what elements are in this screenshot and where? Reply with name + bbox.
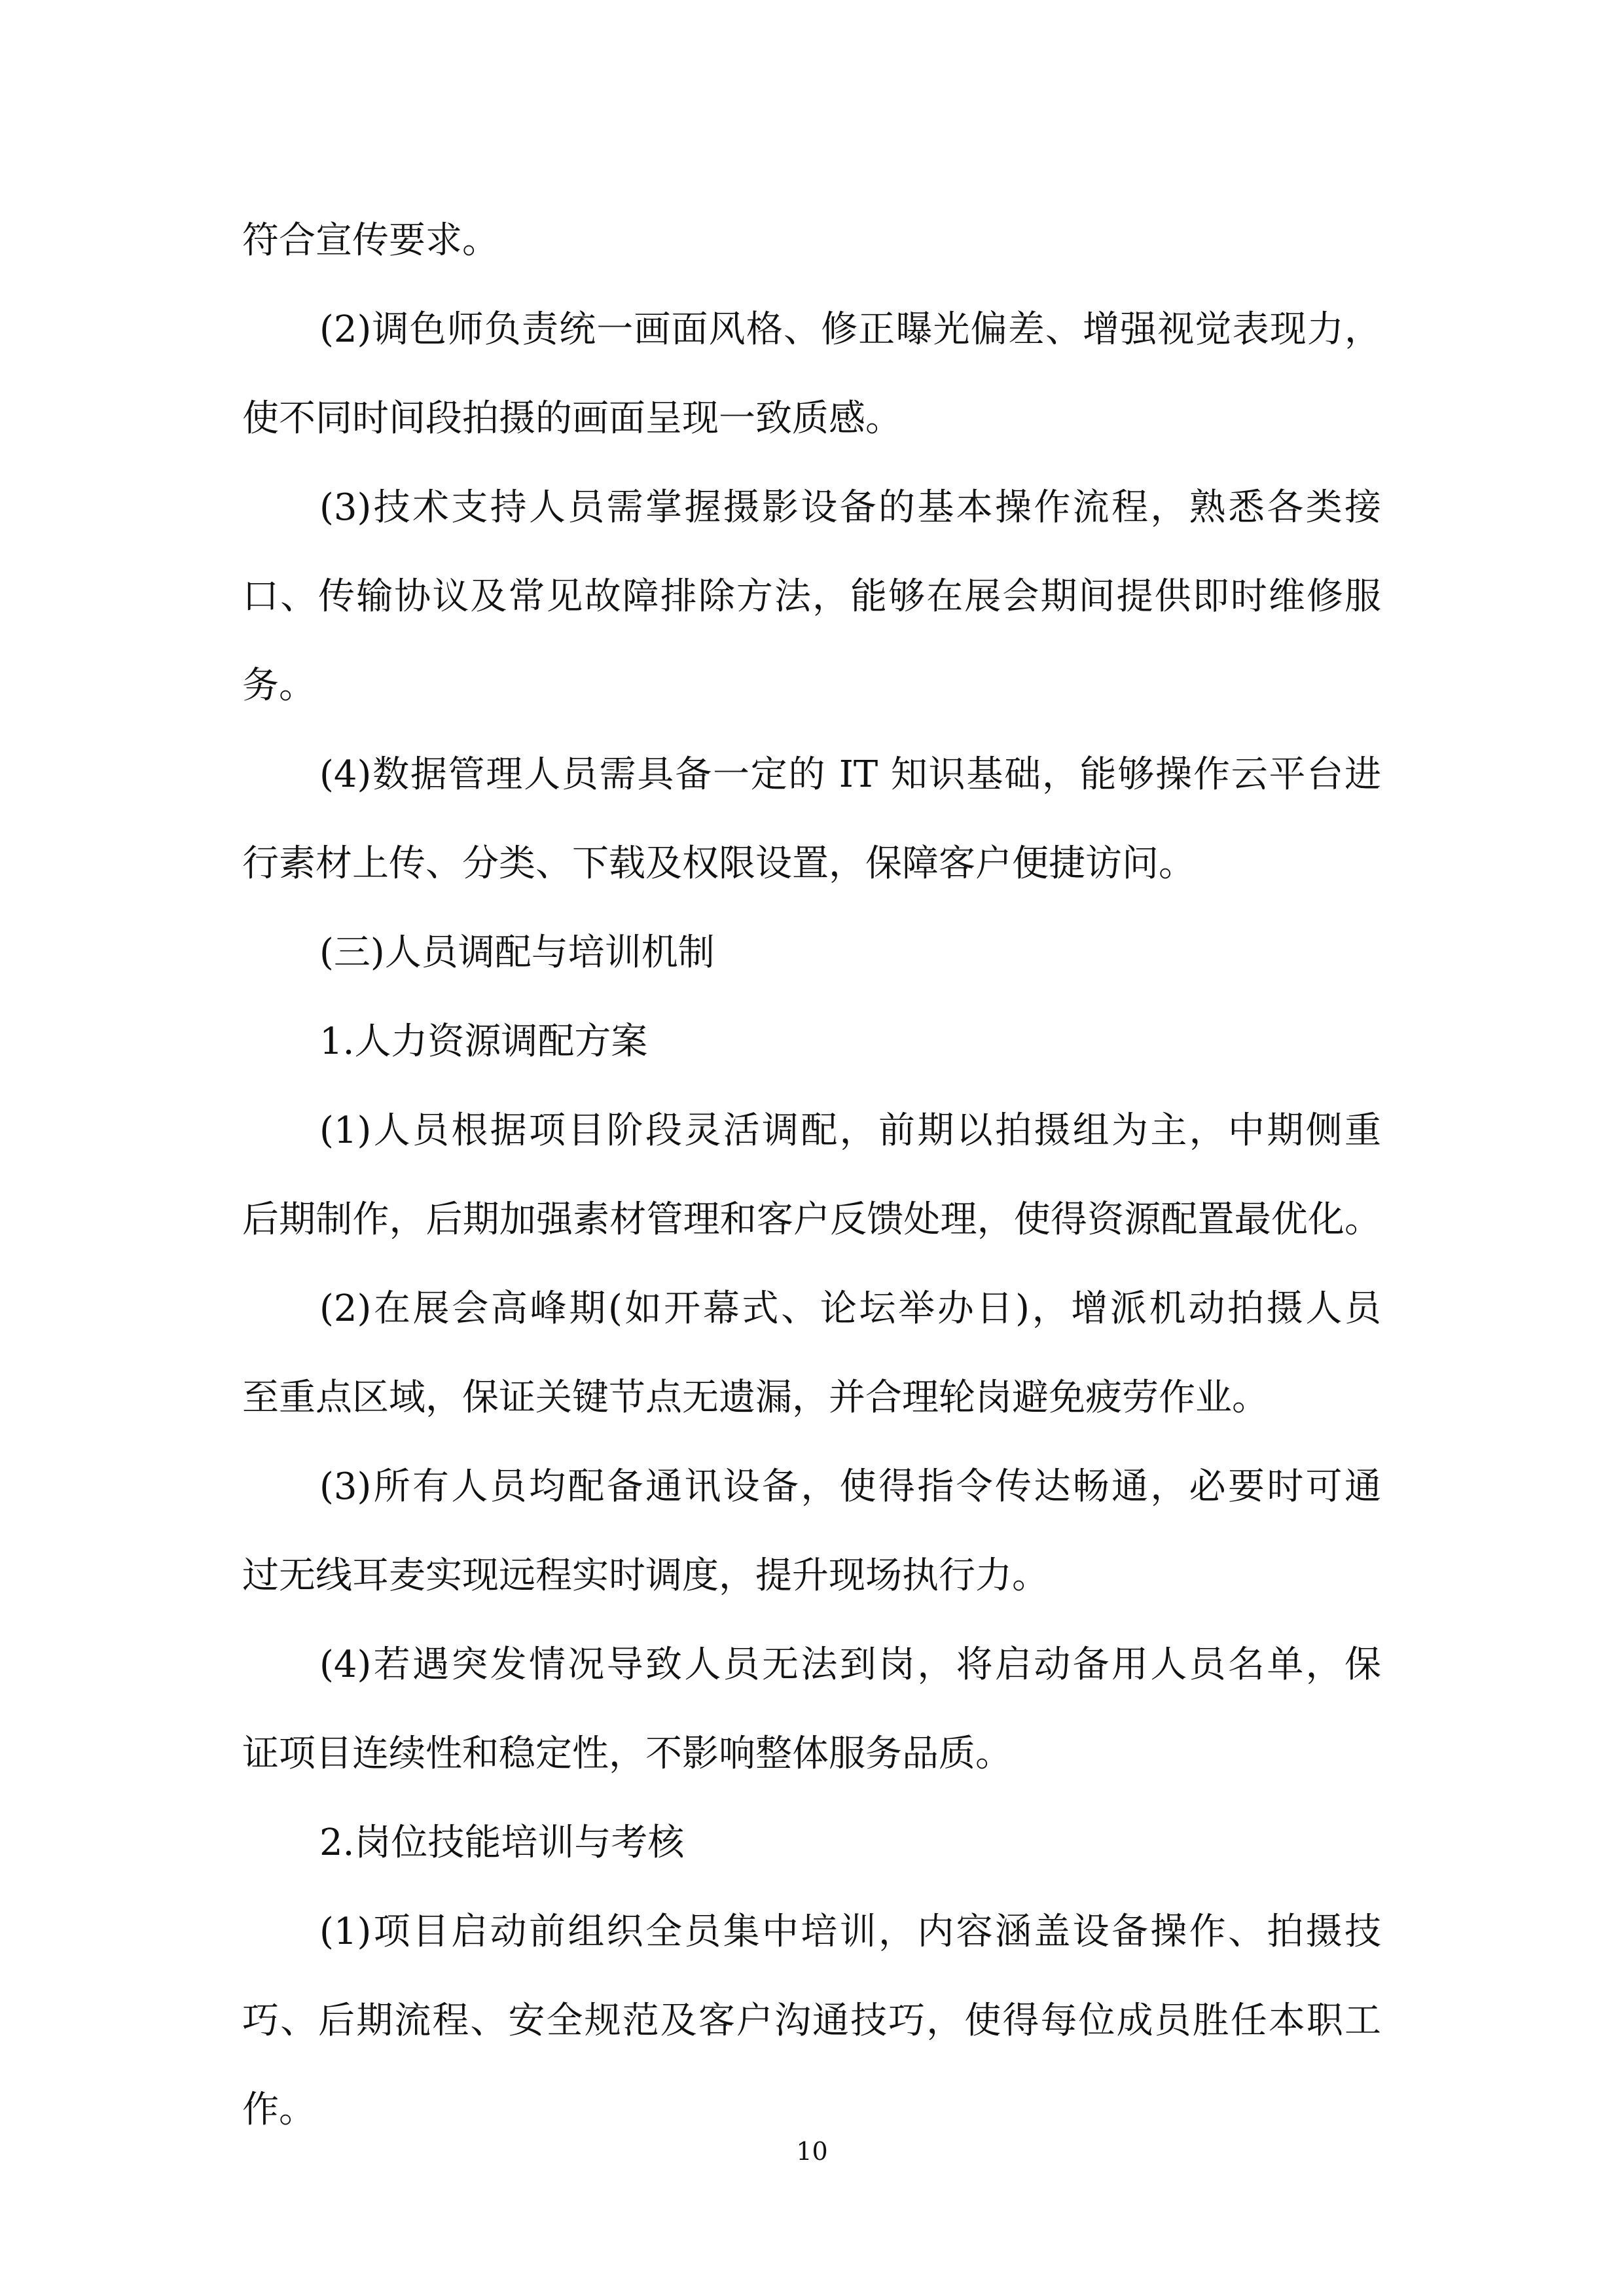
- text-line: 证项目连续性和稳定性，不影响整体服务品质。: [242, 1732, 1012, 1775]
- text-line: 作。: [242, 2089, 316, 2131]
- subsection-heading: 2.岗位技能培训与考核: [319, 1821, 685, 1864]
- text-line: 至重点区域，保证关键节点无遗漏，并合理轮岗避免疲劳作业。: [242, 1376, 1269, 1419]
- text-line: 巧、后期流程、安全规范及客户沟通技巧，使得每位成员胜任本职工: [242, 2000, 1381, 2042]
- text-line: 务。: [242, 664, 316, 707]
- text-line: (2)调色师负责统一画面风格、修正曝光偏差、增强视觉表现力，: [319, 308, 1381, 351]
- text-line: 行素材上传、分类、下载及权限设置，保障客户便捷访问。: [242, 842, 1195, 885]
- body-text: [242, 196, 1381, 2155]
- text-line: (3)所有人员均配备通讯设备，使得指令传达畅通，必要时可通: [319, 1465, 1381, 1508]
- subsection-heading: 1.人力资源调配方案: [319, 1020, 648, 1063]
- text-line: 符合宣传要求。: [242, 219, 499, 262]
- section-heading: (三)人员调配与培训机制: [319, 931, 715, 974]
- text-line: 使不同时间段拍摄的画面呈现一致质感。: [242, 397, 902, 440]
- text-line: 口、传输协议及常见故障排除方法，能够在展会期间提供即时维修服: [242, 575, 1381, 618]
- text-line: (4)数据管理人员需具备一定的 IT 知识基础，能够操作云平台进: [319, 753, 1381, 796]
- text-line: (2)在展会高峰期(如开幕式、论坛举办日)，增派机动拍摄人员: [319, 1287, 1381, 1330]
- text-line: (1)项目启动前组织全员集中培训，内容涵盖设备操作、拍摄技: [319, 1910, 1381, 1953]
- text-line: (3)技术支持人员需掌握摄影设备的基本操作流程，熟悉各类接: [319, 486, 1381, 529]
- text-line: (4)若遇突发情况导致人员无法到岗，将启动备用人员名单，保: [319, 1643, 1381, 1686]
- text-line: 后期制作，后期加强素材管理和客户反馈处理，使得资源配置最优化。: [242, 1198, 1381, 1241]
- text-line: 过无线耳麦实现远程实时调度，提升现场执行力。: [242, 1554, 1049, 1597]
- page-number: 10: [796, 2137, 828, 2166]
- text-line: (1)人员根据项目阶段灵活调配，前期以拍摄组为主，中期侧重: [319, 1109, 1381, 1152]
